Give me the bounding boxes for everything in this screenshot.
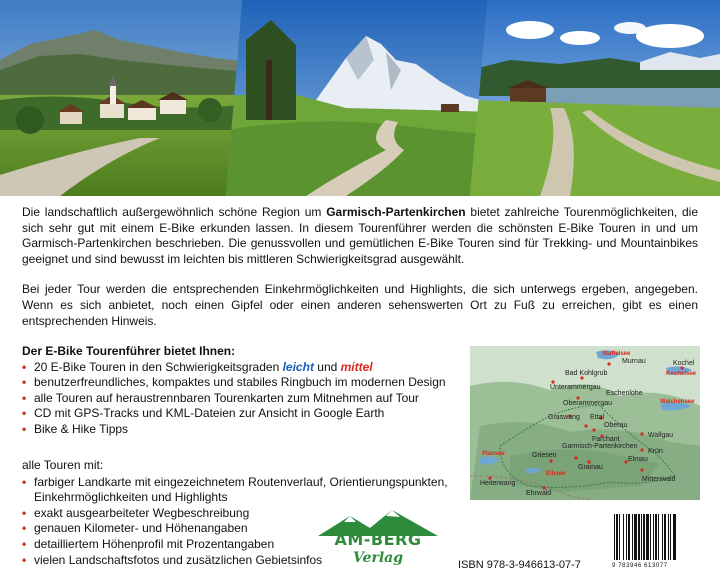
region-map [470,346,700,500]
map-label-unterammergau: Unterammergau [550,384,601,391]
level-medium: mittel [340,359,373,374]
list-item: • genauen Kilometer- und Höhenangaben [22,521,452,537]
barcode-bar [658,514,659,560]
list-item: • Bike & Hike Tipps [22,422,462,438]
list-item: • exakt ausgearbeiteter Wegbeschreibung [22,506,452,522]
barcode-bar [634,514,637,560]
logo-text: AM-BERG [334,530,422,549]
photo-lake-meadow [470,0,720,196]
map-label-grainau: Grainau [578,464,603,471]
map-label-elmau: Elmau [628,456,648,463]
publisher-logo [314,508,442,572]
features-section [22,344,462,438]
barcode-bar [626,514,627,560]
features-heading: Der E-Bike Tourenführer bietet Ihnen: [22,344,236,358]
map-label-murnau: Murnau [622,358,646,365]
photo-mountain-path [226,0,496,196]
intro-paragraph-1: Die landschaftlich außergewöhnlich schöne Region um Garmisch-Partenkirchen bietet zahlreiche Tourenmöglichkeiten, die sich sehr gut mit einem E-Bike erkunden lassen. In diesem Tourenführer werden die schönsten E-Bike Touren in und um Garmisch-Partenkirchen beschrieben. Die genussvollen und gemütlichen E-Bike Touren sind für Trekking- und Mountainbikes geeignet und sind bewusst im leichten bis mittleren Schwierigkeitsgrad ausgewählt. [22,205,698,266]
barcode-bar [662,514,663,560]
isbn: ISBN 978-3-946613-07-7 [458,559,581,571]
map-label-ehrwald: Ehrwald [526,490,552,497]
list-item: • CD mit GPS-Tracks und KML-Dateien zur Ansicht in Google Earth [22,406,462,422]
map-label-bad-kohlgrub: Bad Kohlgrub [565,370,608,377]
map-label-plansee: Plansee [482,451,505,457]
barcode-bar [668,514,669,560]
map-label-graswang: Graswang [548,414,580,421]
list-item: • alle Touren auf heraustrennbaren Tourenkarten zum Mitnehmen auf Tour [22,391,462,407]
barcode-bar [653,514,654,560]
barcode-bar [670,514,671,560]
barcode-bar [638,514,640,560]
map-label-eschenlohe: Eschenlohe [606,390,643,397]
logo-subtitle: Verlag [352,550,404,566]
list-item: • vielen Landschaftsfotos und zusätzlichen Gebietsinfos [22,553,452,569]
level-easy: leicht [282,359,314,374]
map-label-kochel: Kochel [673,360,695,367]
barcode-bar [643,514,645,560]
map-label-ettal: Ettal [590,414,605,421]
map-label-kochelsee: Kochelsee [666,371,697,377]
barcode-digits: 9 783946 613077 [612,563,668,569]
barcode-bar [655,514,657,560]
list-item: • benutzerfreundliches, kompaktes und stabiles Ringbuch im modernen Design [22,375,462,391]
region-name: Garmisch-Partenkirchen [326,205,466,219]
intro-text [22,205,698,329]
barcode-bars [612,514,704,562]
barcode-bar [614,514,615,560]
intro-paragraph-2: Bei jeder Tour werden die entsprechenden Einkehrmöglichkeiten und Highlights, die sich unterwegs ergeben, angegeben. Wenn es sich anbietet, noch einen Gipfel oder einen anderen sehenswerten Ort zu Fuß zu erreichen, gibt es einen entsprechenden Hinweis. [22,282,698,328]
barcode-bar [673,514,676,560]
map-label-heiterwang: Heiterwang [480,480,516,487]
barcode-bar [664,514,666,560]
map-label-farchant: Farchant [592,436,620,443]
tours-lead: alle Touren mit: [22,458,104,472]
map-label-garmisch: Garmisch-Partenkirchen [562,443,638,450]
barcode-bar [646,514,649,560]
barcode-bar [628,514,630,560]
barcode-bar [616,514,618,560]
list-item: • 20 E-Bike Touren in den Schwierigkeitsgraden leicht und mittel [22,360,462,376]
photo-strip [0,0,720,196]
list-item: • detailliertem Höhenprofil mit Prozentangaben [22,537,452,553]
map-label-oberammergau: Oberammergau [563,400,613,407]
map-label-staffelsee: Staffelsee [602,351,631,357]
map-label-walchensee: Walchensee [660,399,695,405]
map-label-oberau: Oberau [604,422,628,429]
barcode-bar [619,514,620,560]
map-label-griesen: Griesen [532,452,557,459]
map-label-mittenwald: Mittenwald [642,476,676,483]
photo-village [0,0,250,196]
barcode-bar [641,514,642,560]
map-label-kruen: Krün [648,448,663,455]
barcode-bar [632,514,633,560]
map-label-eibsee: Eibsee [546,471,566,477]
map-label-wallgau: Wallgau [648,432,674,439]
list-item: • farbiger Landkarte mit eingezeichnetem Routenverlauf, Orientierungspunkten, Einkehrmöglichkeiten und Highlights [22,475,452,506]
barcode-bar [650,514,651,560]
barcode-bar [623,514,624,560]
features-list [22,360,462,438]
